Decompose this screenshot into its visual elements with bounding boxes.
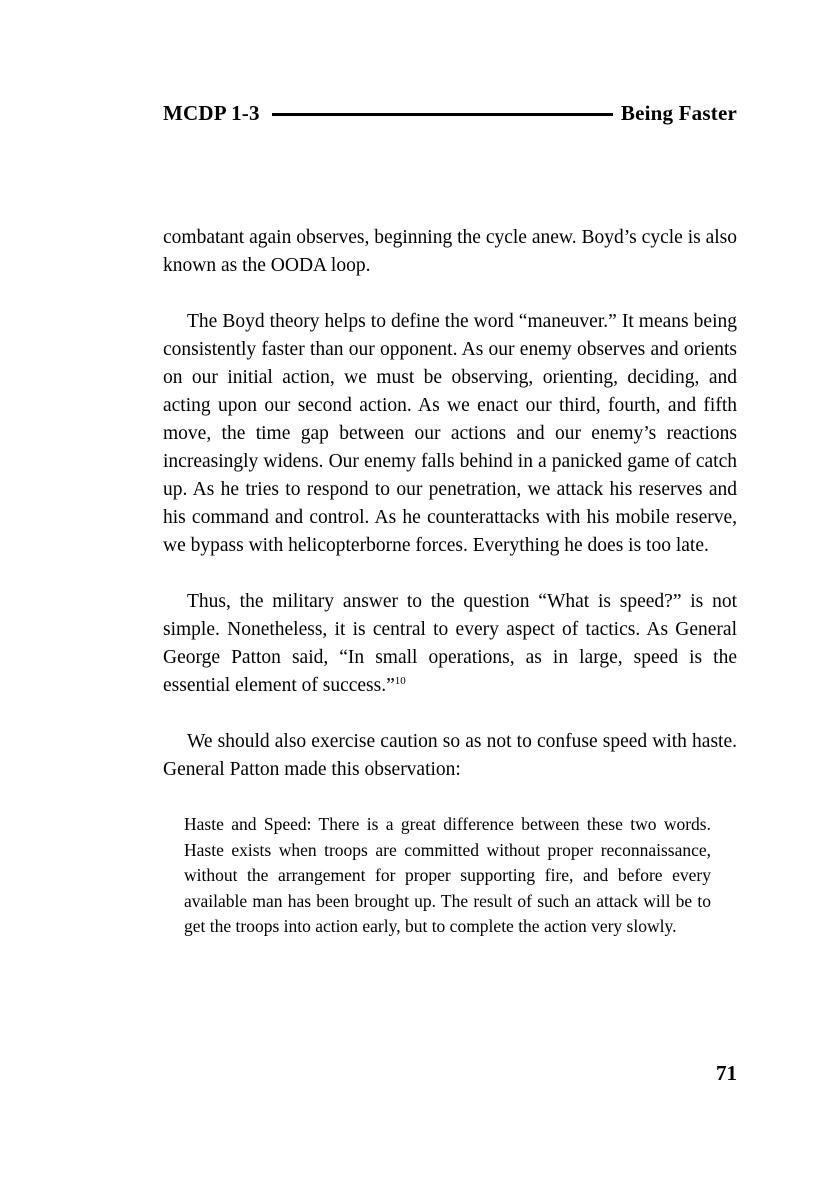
paragraph-boyd-theory: The Boyd theory helps to define the word “maneuver.” It means being consistently faster than our opponent. As our enemy observes and orients on our initial action, we must be observing, orienting, deciding, and acting upon our second action. As we enact our third, fourth, and fifth move, the time gap between our actions and our enemy’s reactions increasingly widens. Our enemy falls behind in a panicked game of catch up. As he tries to respond to our penetration, we attack his reserves and his command and control. As he counterattacks with his mobile reserve, we bypass with helicopterborne forces. Everything he does is too late. [163,311,737,556]
blockquote-patton-haste-speed: Haste and Speed: There is a great difference between these two words. Haste exists when troops are committed without proper reconnaissance, without the arrangement for proper supporting fire, and before every available man has been brought up. The result of such an attack will be to get the troops into action early, but to complete the action very slowly. [184,814,711,936]
paragraph-ooda-loop: combatant again observes, beginning the cycle anew. Boyd’s cycle is also known as the OODA loop. [163,227,737,276]
header-rule [272,113,613,116]
page-header [163,101,737,126]
header-chapter-title: Being Faster [620,101,737,125]
header-publication-id: MCDP 1-3 [163,101,260,125]
paragraph-what-is-speed-text: Thus, the military answer to the question “What is speed?” is not simple. Nonetheless, it is central to every aspect of tactics. As General George Patton said, “In small operations, as in large, speed is the essential element of success.” [163,591,737,696]
page-body [163,224,737,940]
footnote-reference: 10 [394,675,406,687]
paragraph-what-is-speed [163,588,737,700]
paragraph-caution-haste: We should also exercise caution so as not to confuse speed with haste. General Patton made this observation: [163,731,737,780]
page-number: 71 [716,1061,737,1085]
